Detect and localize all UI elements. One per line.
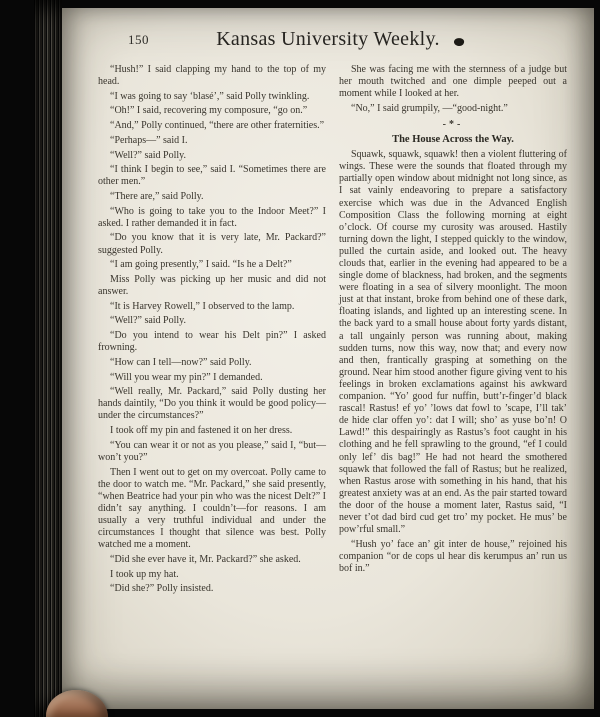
paragraph: Then I went out to get on my overcoat. Polly came to the door to watch me. “Mr. Packard,” she said presently, “when Beatrice had your pin who was the nicest Delt?” I didn’t say anything. I couldn’t—for reasons. I am usually a very truthful individual and under the circumstances I thought that silence was best. Polly watched me a moment. xyxy=(98,466,326,551)
paragraph: Miss Polly was picking up her music and did not answer. xyxy=(98,273,326,298)
paragraph: “It is Harvey Rowell,” I observed to the lamp. xyxy=(110,300,295,312)
paragraph: “Do you know that it is very late, Mr. Packard?” suggested Polly. xyxy=(98,232,326,256)
paragraph: “I think I begin to see,” said I. “Sometimes there are other men.” xyxy=(98,164,326,188)
paragraph: “No,” I said grumpily, —“good-night.” xyxy=(351,102,508,114)
section-heading: The House Across the Way. xyxy=(392,134,514,146)
section-divider-ornament: -*- xyxy=(442,118,464,130)
paragraph: “Oh!” I said, recovering my composure, “go on.” xyxy=(110,105,308,117)
paragraph: I took off my pin and fastened it on her dress. xyxy=(110,425,293,437)
paragraph: “I am going presently,” I said. “Is he a Delt?” xyxy=(110,259,292,271)
paragraph: “Well?” said Polly. xyxy=(110,315,187,327)
paragraph: “Perhaps—” said I. xyxy=(110,134,188,146)
page-title: Kansas University Weekly. xyxy=(216,28,440,50)
page-header xyxy=(62,8,594,56)
book-page xyxy=(62,8,594,709)
book-page-edges xyxy=(34,0,62,717)
paragraph: “How can I tell—now?” said Polly. xyxy=(110,356,252,368)
paragraph: “Well really, Mr. Packard,” said Polly dusting her hands daintily, “Do you think it would be good policy—under the circumstances?” xyxy=(98,386,326,422)
paragraph: “Will you wear my pin?” I demanded. xyxy=(110,371,263,383)
paragraph: “I was going to say ‘blasé’,” said Polly twinkling. xyxy=(110,90,310,102)
paragraph: “Did she?” Polly insisted. xyxy=(110,583,214,595)
paragraph: “Hush!” I said clapping my hand to the top of my head. xyxy=(98,64,326,88)
paragraph: She was facing me with the sternness of a judge but her mouth twitched and one dimple peeped out a moment while I looked at her. xyxy=(339,64,567,100)
paragraph: “You can wear it or not as you please,” said I, “but—won’t you?” xyxy=(98,439,326,463)
text-columns xyxy=(62,56,594,598)
paragraph: “Who is going to take you to the Indoor Meet?” I asked. I rather demanded it in fact. xyxy=(98,205,326,229)
left-column xyxy=(98,64,326,598)
paragraph: “Hush yo’ face an’ git inter de house,” rejoined his companion “or de cops ul hear dis kerumpus an’ run us bof in.” xyxy=(339,538,567,574)
paragraph: “There are,” said Polly. xyxy=(110,191,204,202)
paragraph: I took up my hat. xyxy=(110,568,179,580)
right-column xyxy=(339,64,567,598)
paragraph: “Do you intend to wear his Delt pin?” I asked frowning. xyxy=(98,330,326,354)
paragraph: Squawk, squawk, squawk! then a violent fluttering of wings. These were the sounds that floated through my partially open window about midnight not long since, as I sat vainly endeavoring to prepare a satisfactory exercise which was due in the Advanced English Composition Class the following morning at eight o’clock. Of course my curosity was aroused. Hastily turning down the light, I stepped quickly to the window, pulled the curtain aside, and looked out. The heavy clouds that, earlier in the evening had appeared to be a single dome of blackness, had broken, and the segments were floating in a sea of silvery moonlight. The moon just at that instant, broke from behind one of these dark, floating islands, and lighted up an interesting scene. In the back yard to a small house about forty yards distant, a tall ungainly person was running about, making sudden turns, now this way, now that; and every now and then, frantically grasping at something on the ground. Near him stood another figure giving vent to his feelings in broken exclamations against his awkward companion. “Yo’ good fur nuffin, butt’r-finger’d black rascal! Rastus! ef yo’ ’lows dat fowl to ’scape, I’ll tak’ de hide clar offen yo’: dat I will; sho’ as yuse bo’n! O Lawd!” this despairingly as Rastus’s foot caught in his clothing and he fell sprawling to the ground, “ef I could only lef’ dis bag!” He had not heard the smothered squawk that followed the fall of Rastus; but he realized, when Rastus arose with something in his hand, that his greatest anxiety was at an end. As the pair started toward the door of the house a moment later, Rastus said, “I never t’ot dad bird cud get tro’ my pocket. He mus’ be pow’rful small.” xyxy=(339,149,567,536)
paragraph: “And,” Polly continued, “there are other fraternities.” xyxy=(110,120,325,132)
paragraph: “Well?” said Polly. xyxy=(110,149,187,161)
page-number: 150 xyxy=(128,32,149,47)
paragraph: “Did she ever have it, Mr. Packard?” she asked. xyxy=(110,553,301,565)
